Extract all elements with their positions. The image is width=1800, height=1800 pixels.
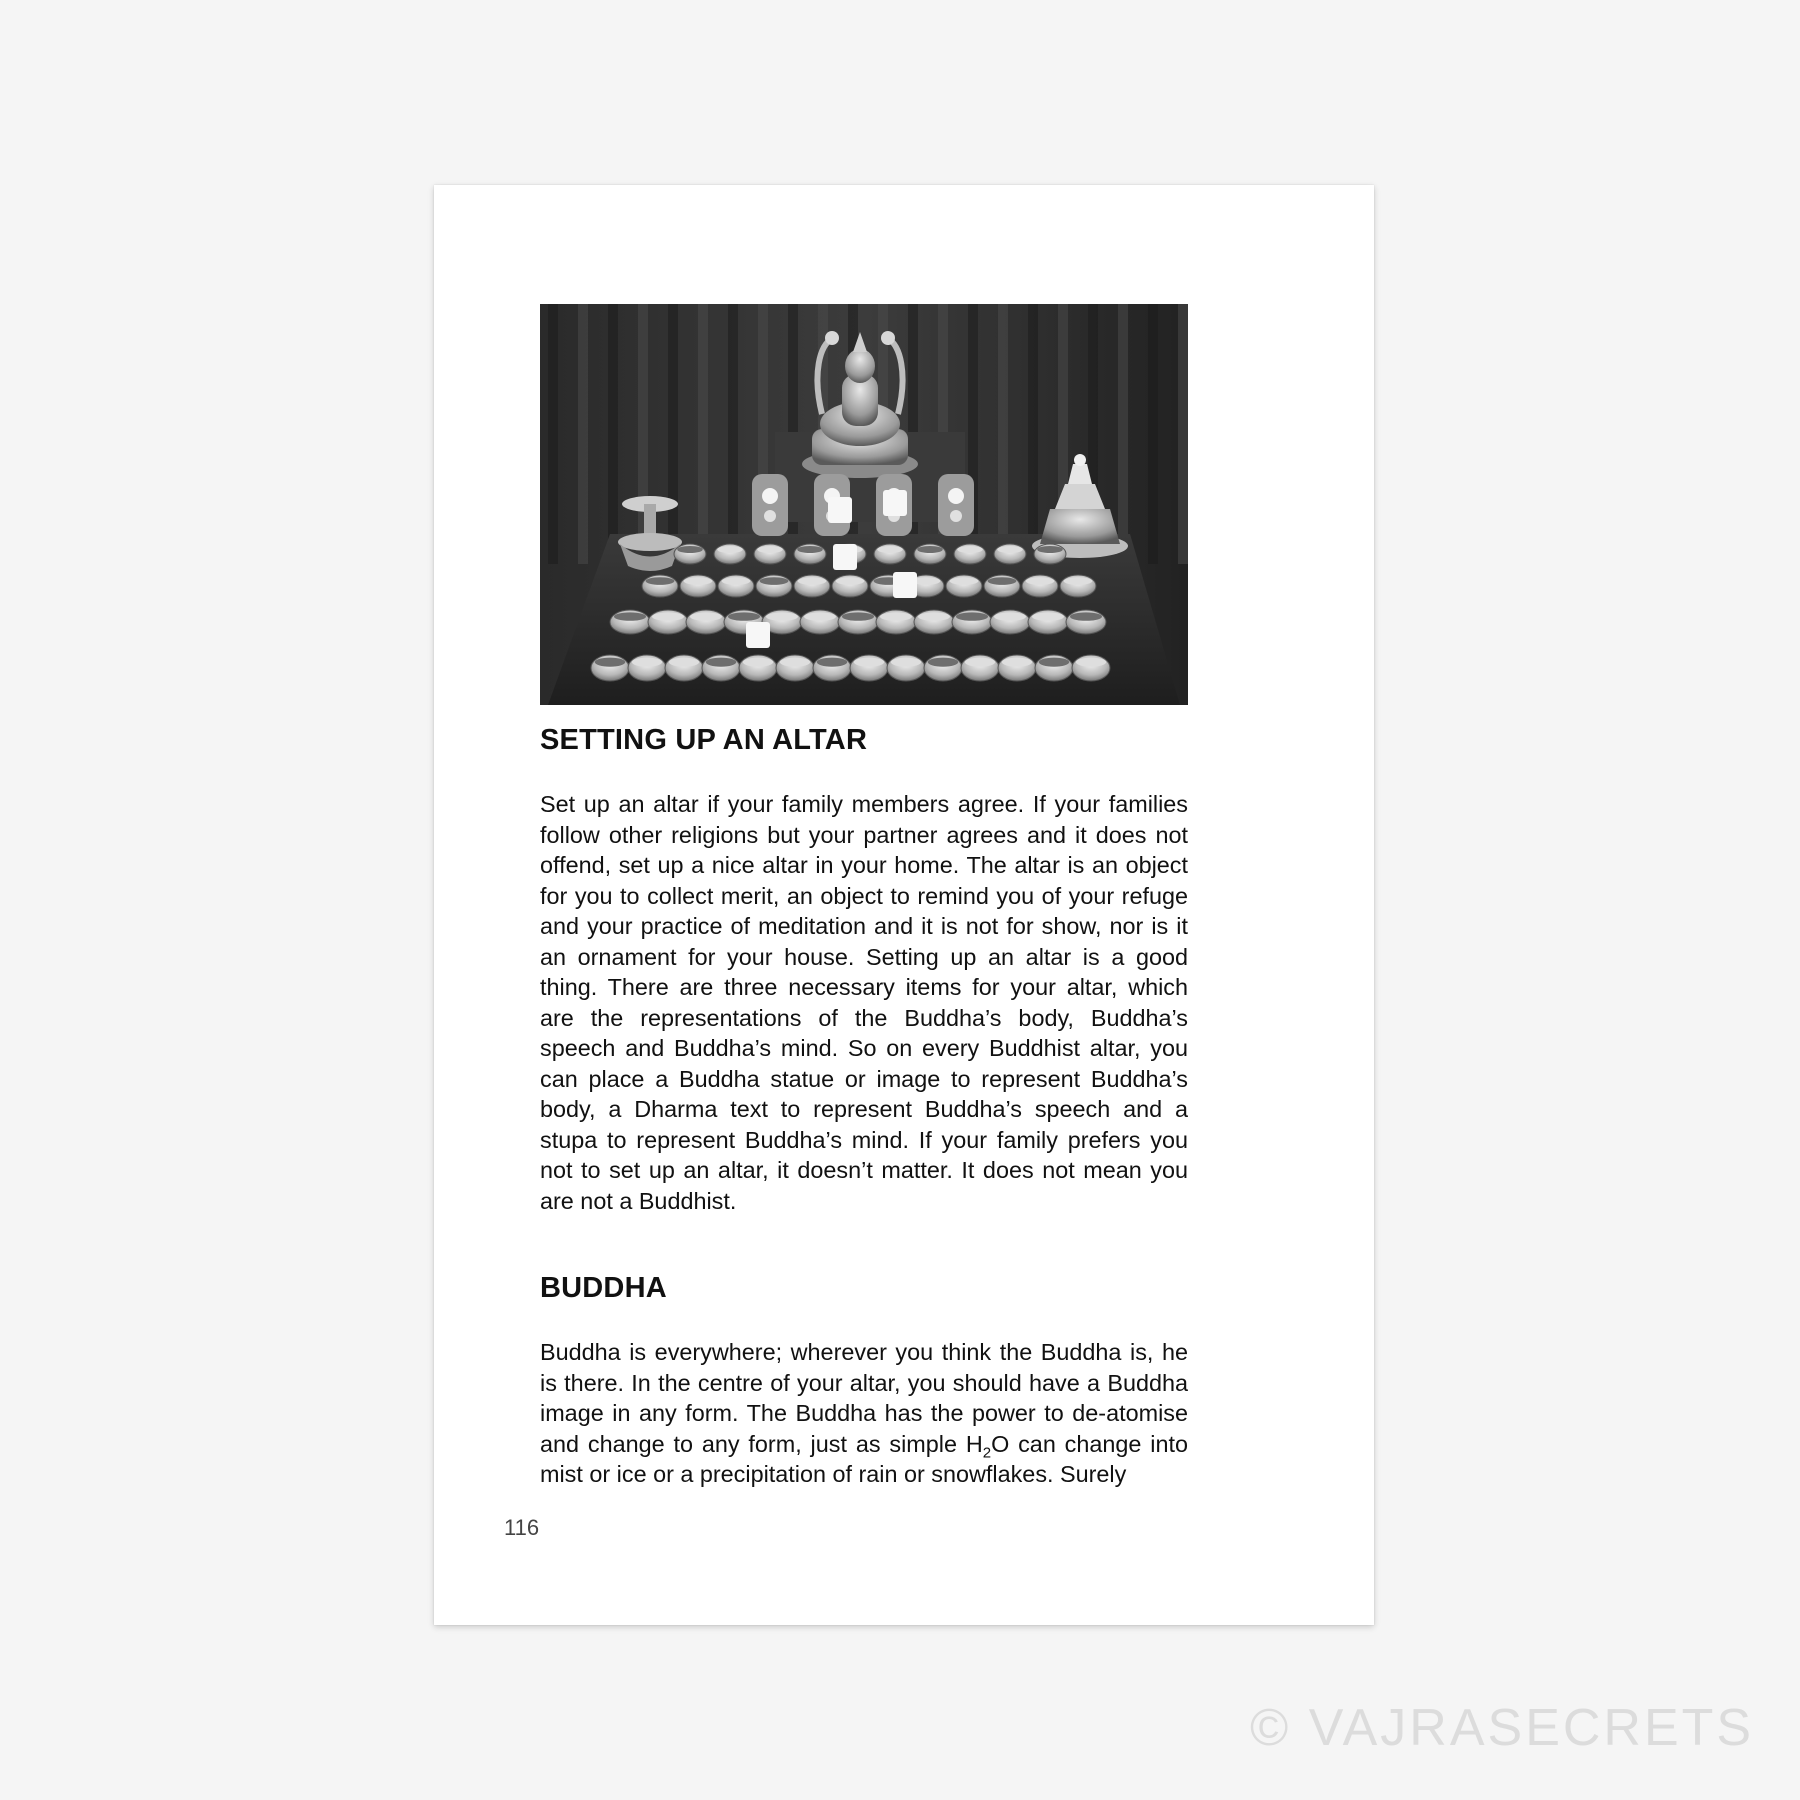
paragraph-buddha — [540, 1337, 1188, 1490]
paragraph-buddha-subscript: 2 — [982, 1444, 992, 1462]
heading-buddha: BUDDHA — [540, 1272, 667, 1304]
paragraph-buddha-text-1: Buddha is everywhere; wherever you think the Buddha is, he is there. In the centre of your altar, you should have a Buddha image in any form. The Buddha has the power to de-atomise and change to any form, just as simple H — [540, 1339, 1188, 1457]
paragraph-altar: Set up an altar if your family members agree. If your families follow other religions but your partner agrees and it does not offend, set up a nice altar in your home. The altar is an object for you to collect merit, an object to remind you of your refuge and your practice of meditation and it is not for show, nor is it an ornament for your house. Setting up an altar is a good thing. There are three necessary items for your altar, which are the representations of the Buddha’s body, Buddha’s speech and Buddha’s mind. So on every Buddhist altar, you can place a Buddha statue or image to represent Buddha’s body, a Dharma text to represent Buddha’s speech and a stupa to represent Buddha’s mind. If your family prefers you not to set up an altar, it doesn’t matter. It does not mean you are not a Buddhist. — [540, 791, 1188, 1214]
altar-photo-image — [540, 304, 1188, 705]
heading-setting-up-altar: SETTING UP AN ALTAR — [540, 724, 868, 756]
altar-photo — [540, 304, 1188, 705]
buddha-statue-icon — [802, 331, 918, 478]
book-page — [434, 185, 1374, 1625]
paragraph-buddha-text-2: O can change into mist or ice or a precipitation of rain or snowflakes. Surely — [540, 1430, 1188, 1487]
page-number: 116 — [504, 1515, 540, 1540]
watermark: © VAJRASECRETS — [1250, 1699, 1755, 1757]
